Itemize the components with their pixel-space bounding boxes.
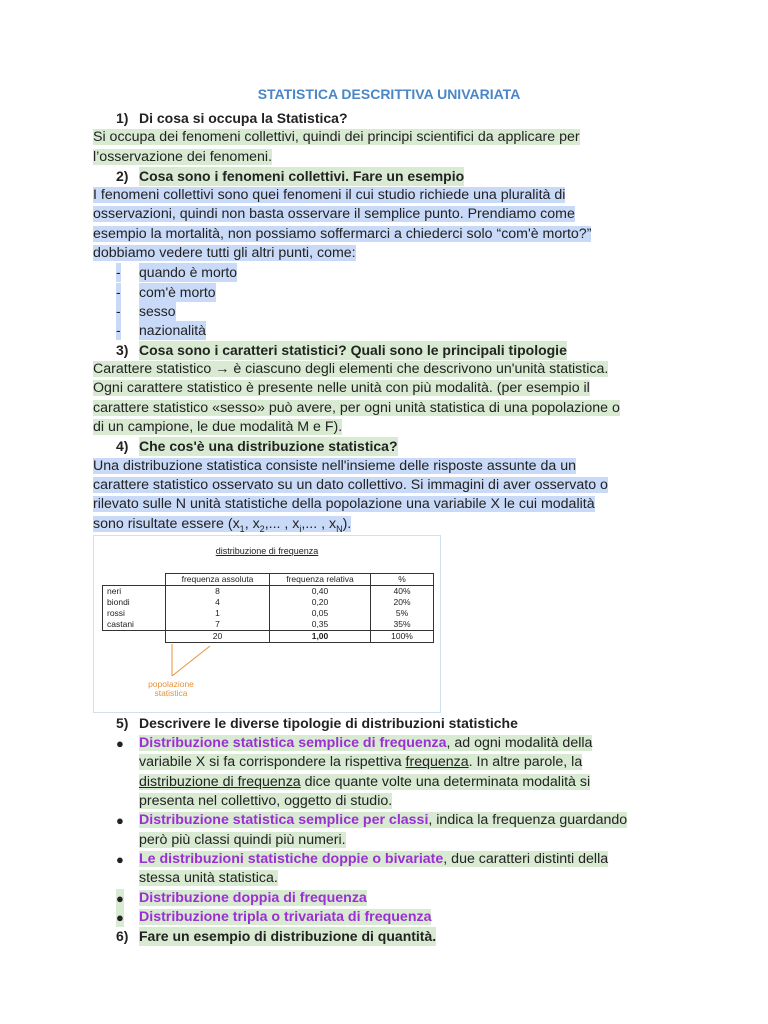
underlined-term: distribuzione di frequenza bbox=[139, 774, 301, 790]
bullet-line bbox=[139, 735, 592, 751]
q2-answer-line-3: esempio la mortalità, non possiamo soffermarci a chiederci solo “com'è morto?” bbox=[93, 226, 592, 242]
table-cell: 7 bbox=[166, 619, 270, 631]
list-item: quando è morto bbox=[139, 264, 238, 280]
subscript: 2 bbox=[259, 523, 265, 534]
document-title: STATISTICA DESCRITTIVA UNIVARIATA bbox=[257, 86, 521, 102]
bullet-title: Distribuzione statistica semplice per classi bbox=[139, 812, 429, 828]
table-cell: 0,40 bbox=[270, 586, 371, 598]
q3-number: 3) bbox=[116, 342, 129, 358]
bullet-text: , indica la frequenza guardando bbox=[428, 812, 628, 828]
bullet-line bbox=[139, 812, 627, 828]
list-dash: - bbox=[116, 303, 121, 319]
table-cell: 0,35 bbox=[270, 619, 371, 631]
population-label-line: popolazione bbox=[148, 679, 194, 689]
table-cell: castani bbox=[103, 619, 166, 631]
q2-answer-line-2: osservazioni, quindi non basta osservare il semplice punto. Prendiamo come bbox=[93, 206, 575, 222]
figure-title: distribuzione di frequenza bbox=[215, 546, 319, 556]
bullet-line: stessa unità statistica. bbox=[139, 870, 278, 886]
bullet-title: Le distribuzioni statistiche doppie o bivariate bbox=[139, 851, 444, 867]
table-cell: 0,20 bbox=[270, 597, 371, 608]
bullet-line: presenta nel collettivo, oggetto di studio. bbox=[139, 793, 393, 809]
q4-answer-line-4 bbox=[93, 516, 351, 532]
q4-answer-line-1: Una distribuzione statistica consiste nell'insieme delle risposte assunte da un bbox=[93, 458, 576, 474]
subscript: 1 bbox=[239, 523, 245, 534]
population-label bbox=[142, 680, 200, 698]
bullet-line: però più classi quindi più numeri. bbox=[139, 832, 346, 848]
list-dash: - bbox=[116, 284, 121, 300]
q4-text: sono risultate essere (x bbox=[93, 516, 240, 532]
bullet-line bbox=[139, 851, 608, 867]
list-dash: - bbox=[116, 322, 121, 338]
bullet-title: Distribuzione tripla o trivariata di frequenza bbox=[139, 909, 432, 925]
table-cell: 100% bbox=[371, 631, 434, 643]
table-cell: 5% bbox=[371, 608, 434, 619]
q4-text: ,... , x bbox=[301, 516, 337, 532]
bullet-text: , due caratteri distinti della bbox=[443, 851, 609, 867]
q1-number: 1) bbox=[116, 110, 129, 126]
bullet: ● bbox=[116, 891, 124, 906]
q4-text: , x bbox=[244, 516, 260, 532]
table-cell: 20 bbox=[166, 631, 270, 643]
q4-text: ,... , x bbox=[264, 516, 300, 532]
list-item: com'è morto bbox=[139, 284, 216, 300]
q4-answer-line-3: rilevato sulle N unità statistiche della popolazione una variabile X le cui modalità bbox=[93, 496, 595, 512]
table-header: frequenza assoluta bbox=[166, 574, 270, 586]
bullet: ● bbox=[116, 910, 124, 925]
bullet: ● bbox=[116, 813, 124, 828]
q3-heading: Cosa sono i caratteri statistici? Quali sono le principali tipologie bbox=[139, 342, 567, 358]
q4-text: ). bbox=[342, 516, 352, 532]
q1-answer-line-1: Si occupa dei fenomeni collettivi, quindi dei principi scientifici da applicare per bbox=[93, 129, 580, 145]
q3-answer-line-4: di un campione, le due modalità M e F). bbox=[93, 419, 343, 435]
subscript: i bbox=[299, 523, 302, 534]
q1-heading: Di cosa si occupa la Statistica? bbox=[139, 110, 348, 126]
list-item: sesso bbox=[139, 303, 176, 319]
bullet-text: . In altre parole, la bbox=[468, 754, 583, 770]
table-cell: 8 bbox=[166, 586, 270, 598]
q2-number: 2) bbox=[116, 168, 129, 184]
q5-number: 5) bbox=[116, 715, 129, 731]
arrow-line bbox=[172, 646, 210, 676]
bullet-title: Distribuzione statistica semplice di frequenza bbox=[139, 735, 447, 751]
q1-answer-line-2: l’osservazione dei fenomeni. bbox=[93, 149, 273, 165]
frequency-distribution-figure bbox=[93, 535, 441, 713]
table-cell: 4 bbox=[166, 597, 270, 608]
q4-heading: Che cos'è una distribuzione statistica? bbox=[139, 438, 398, 454]
bullet: ● bbox=[116, 736, 124, 751]
table-header: frequenza relativa bbox=[270, 574, 371, 586]
table-cell: neri bbox=[103, 586, 166, 598]
population-label-line: statistica bbox=[154, 688, 188, 698]
table-cell: 1 bbox=[166, 608, 270, 619]
q2-answer-line-4: dobbiamo vedere tutti gli altri punti, come: bbox=[93, 245, 356, 261]
q3-answer-line-2: Ogni carattere statistico è presente nelle unità con più modalità. (per esempio il bbox=[93, 380, 590, 396]
list-dash: - bbox=[116, 264, 121, 280]
underlined-term: frequenza bbox=[405, 754, 469, 770]
table-cell: 20% bbox=[371, 597, 434, 608]
q4-answer-line-2: carattere statistico osservato su un dato collettivo. Si immagini di aver osservato o bbox=[93, 477, 608, 493]
bullet: ● bbox=[116, 852, 124, 867]
q2-heading: Cosa sono i fenomeni collettivi. Fare un esempio bbox=[139, 168, 465, 184]
list-item: nazionalità bbox=[139, 322, 206, 338]
q6-heading: Fare un esempio di distribuzione di quantità. bbox=[139, 928, 437, 944]
table-cell: 0,05 bbox=[270, 608, 371, 619]
bullet-text: , ad ogni modalità della bbox=[446, 735, 593, 751]
bullet-line bbox=[139, 774, 590, 790]
q6-number: 6) bbox=[116, 928, 129, 944]
table-cell: 1,00 bbox=[270, 631, 371, 643]
bullet-text: variabile X si fa corrispondere la rispettiva bbox=[139, 754, 406, 770]
table-cell: 40% bbox=[371, 586, 434, 598]
q5-heading: Descrivere le diverse tipologie di distribuzioni statistiche bbox=[139, 715, 518, 731]
bullet-title: Distribuzione doppia di frequenza bbox=[139, 890, 367, 906]
table-header: % bbox=[371, 574, 434, 586]
bullet-line bbox=[139, 754, 582, 770]
bullet-text: dice quante volte una determinata modalità si bbox=[300, 774, 591, 790]
q4-number: 4) bbox=[116, 438, 129, 454]
table-cell: 35% bbox=[371, 619, 434, 631]
q3-answer-line-3: carattere statistico «sesso» può avere, per ogni unità statistica di una popolazione o bbox=[93, 400, 620, 416]
q2-answer-line-1: I fenomeni collettivi sono quei fenomeni il cui studio richiede una pluralità di bbox=[93, 187, 566, 203]
subscript: N bbox=[336, 523, 343, 534]
table-cell: biondi bbox=[103, 597, 166, 608]
table-cell: rossi bbox=[103, 608, 166, 619]
q3-answer-line-1: Carattere statistico → è ciascuno degli elementi che descrivono un'unità statistica. bbox=[93, 361, 609, 377]
